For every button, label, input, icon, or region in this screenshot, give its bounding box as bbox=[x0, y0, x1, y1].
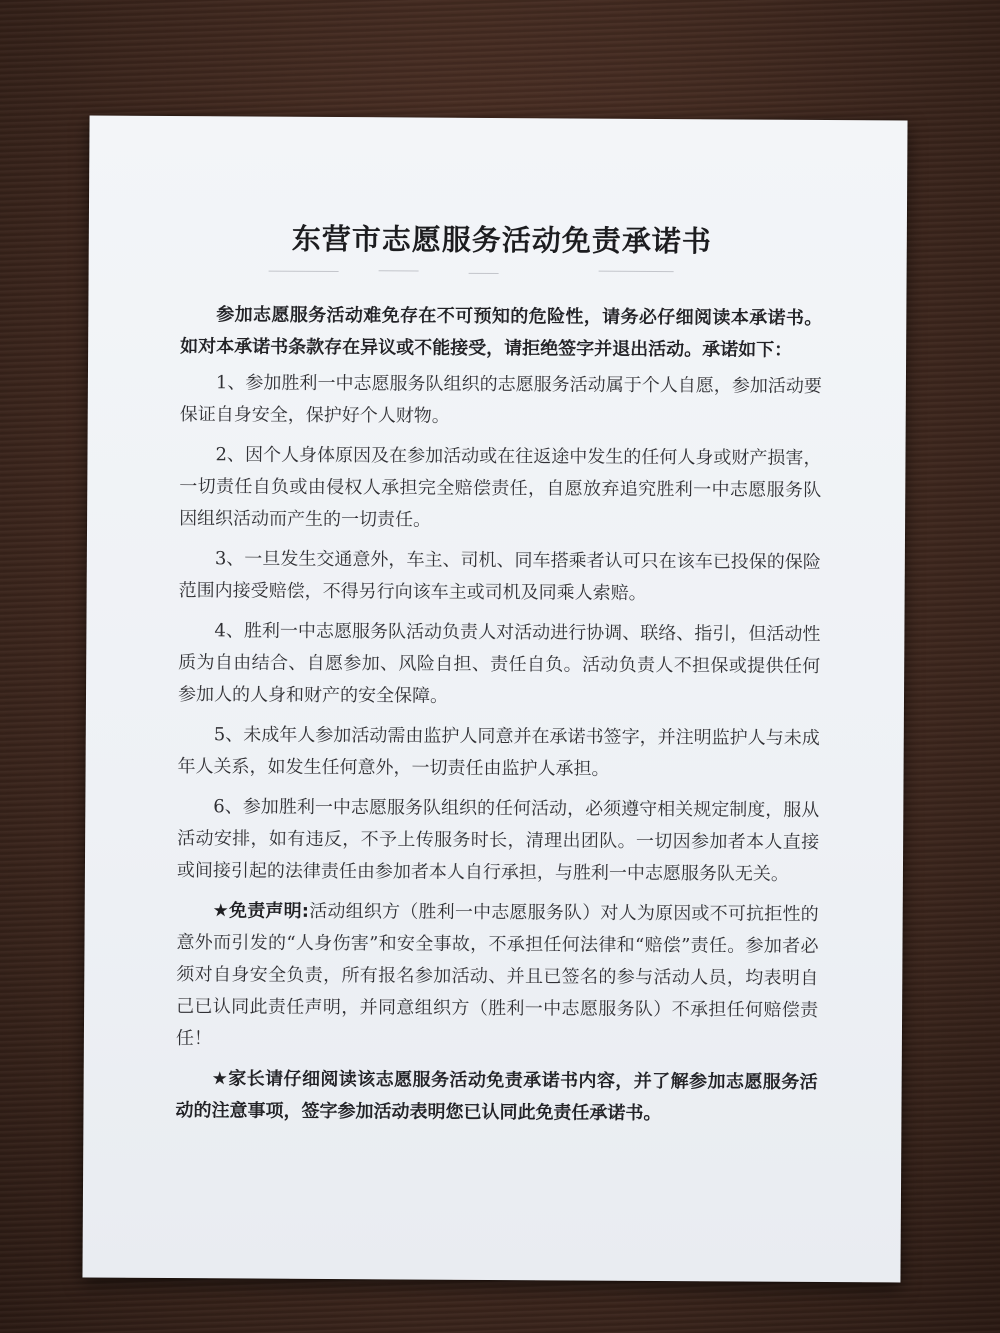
disclaimer-lead: ★免责声明: bbox=[212, 900, 310, 922]
clause-list bbox=[177, 367, 822, 891]
faint-pencil-marks bbox=[269, 265, 709, 288]
clause-item: 5、未成年人参加活动需由监护人同意并在承诺书签字，并注明监护人与未成年人关系，如发生任何意外，一切责任由监护人承担。 bbox=[177, 724, 820, 780]
disclaimer-paragraph bbox=[176, 895, 819, 1059]
document-title: 东营市志愿服务活动免责承诺书 bbox=[291, 221, 712, 259]
paper-sheet bbox=[82, 116, 907, 1283]
intro-paragraph: 参加志愿服务活动难免存在不可预知的危险性，请务必仔细阅读本承诺书。如对本承诺书条款存在异议或不能接受，请拒绝签字并退出活动。承诺如下： bbox=[180, 304, 823, 361]
clause-item: 3、一旦发生交通意外，车主、司机、同车搭乘者认可只在该车已投保的保险范围内接受赔偿，不得另行向该车主或司机及同乘人索赔。 bbox=[178, 548, 821, 604]
clause-item: 1、参加胜利一中志愿服务队组织的志愿服务活动属于个人自愿，参加活动要保证自身安全，保护好个人财物。 bbox=[179, 372, 822, 427]
clause-item: 2、因个人身体原因及在参加活动或在往返途中发生的任何人身或财产损害，一切责任自负或由侵权人承担完全赔偿责任，自愿放弃追究胜利一中志愿服务队因组织活动而产生的一切责任。 bbox=[179, 444, 822, 531]
clause-item: 6、参加胜利一中志愿服务队组织的任何活动，必须遵守相关规定制度，服从活动安排，如有违反，不予上传服务时长，清理出团队。一切因参加者本人直接或间接引起的法律责任由参加者本人自行承担，与胜利一中志愿服务队无关。 bbox=[176, 796, 820, 885]
disclaimer-body: 活动组织方（胜利一中志愿服务队）对人为原因或不可抗拒性的意外而引发的“人身伤害”和安全事故，不承担任何法律和“赔偿”责任。参加者必须对自身安全负责，所有报名参加活动、并且已签名的参与活动人员，均表明自己已认同此责任声明，并同意组织方（胜利一中志愿服务队）不承担任何赔偿责任！ bbox=[175, 900, 819, 1050]
clause-item: 4、胜利一中志愿服务队活动负责人对活动进行协调、联络、指引，但活动性质为自由结合、自愿参加、风险自担、责任自负。活动负责人不担保或提供任何参加人的人身和财产的安全保障。 bbox=[177, 620, 821, 707]
parent-note-paragraph: ★家长请仔细阅读该志愿服务活动免责承诺书内容，并了解参加志愿服务活动的注意事项，签字参加活动表明您已认同此免责任承诺书。 bbox=[175, 1068, 818, 1125]
